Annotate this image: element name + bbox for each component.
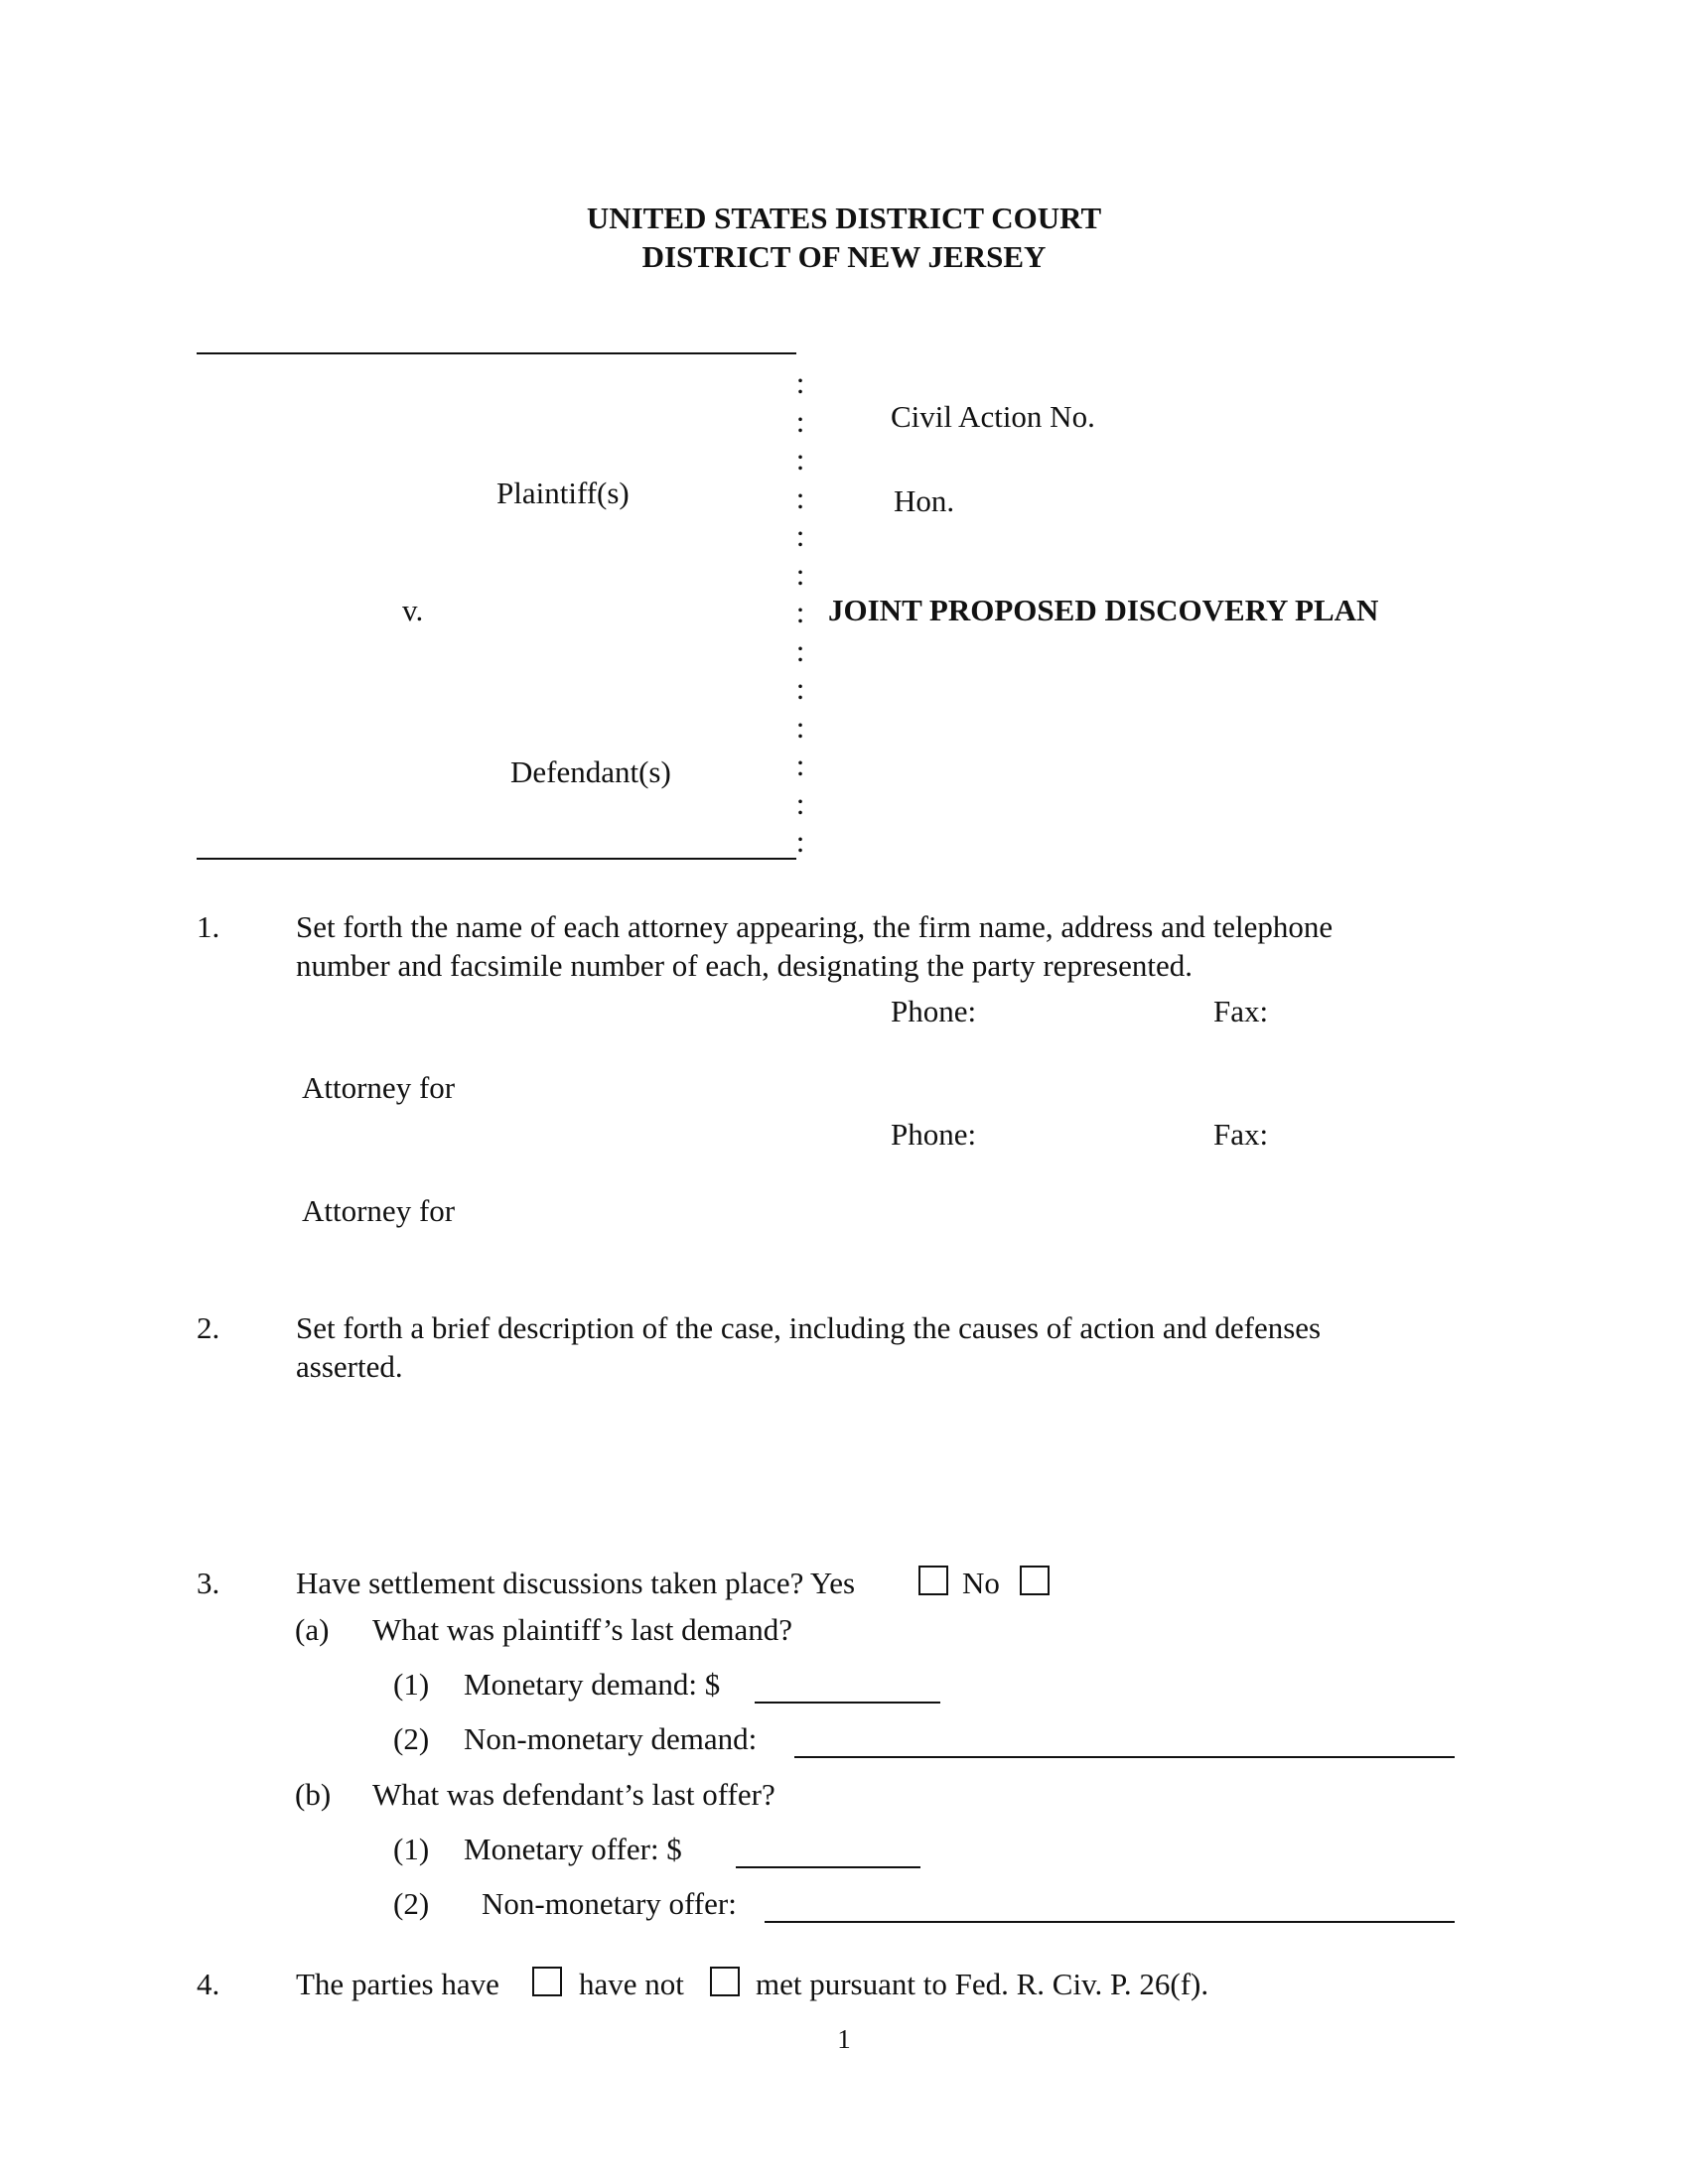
- item-b2-marker: (2): [393, 1886, 430, 1921]
- parties-have-not-label: have not: [579, 1967, 684, 2001]
- parties-have-checkbox[interactable]: [532, 1967, 562, 1996]
- caption-separator: :: [795, 824, 805, 859]
- parties-have-not-checkbox[interactable]: [710, 1967, 740, 1996]
- settlement-yes-checkbox[interactable]: [918, 1566, 948, 1595]
- item-b-marker: (b): [295, 1777, 332, 1812]
- caption-separator: :: [795, 404, 805, 439]
- attorney-2-phone-label: Phone:: [891, 1117, 977, 1152]
- attorney-1-fax-label: Fax:: [1213, 994, 1269, 1028]
- defendant-label: Defendant(s): [510, 754, 671, 789]
- caption-separator: :: [795, 442, 805, 477]
- attorney-2-for-label: Attorney for: [302, 1193, 456, 1228]
- district-title: DISTRICT OF NEW JERSEY: [641, 239, 1047, 274]
- parties-have-label: The parties have: [296, 1967, 499, 2001]
- court-title: UNITED STATES DISTRICT COURT: [586, 201, 1102, 235]
- attorney-2-fax-label: Fax:: [1213, 1117, 1269, 1152]
- plaintiff-label: Plaintiff(s): [496, 476, 630, 510]
- document-title: JOINT PROPOSED DISCOVERY PLAN: [828, 593, 1379, 627]
- plaintiff-demand-question: What was plaintiff’s last demand?: [372, 1612, 792, 1647]
- caption-separator: :: [795, 518, 805, 553]
- section-1-text-line-2: number and facsimile number of each, designating the party represented.: [296, 948, 1193, 983]
- caption-separator: :: [795, 595, 805, 629]
- settlement-no-checkbox[interactable]: [1020, 1566, 1050, 1595]
- defendant-offer-question: What was defendant’s last offer?: [372, 1777, 775, 1812]
- caption-bottom-rule: [197, 858, 796, 860]
- attorney-1-phone-label: Phone:: [891, 994, 977, 1028]
- section-2-text-line-1: Set forth a brief description of the case, including the causes of action and defenses: [296, 1310, 1322, 1345]
- attorney-1-for-label: Attorney for: [302, 1070, 456, 1105]
- civil-action-label: Civil Action No.: [891, 399, 1095, 434]
- rule-26f-text: met pursuant to Fed. R. Civ. P. 26(f).: [756, 1967, 1209, 2001]
- section-2-text-line-2: asserted.: [296, 1349, 403, 1384]
- page-number: 1: [837, 2024, 851, 2054]
- item-a-marker: (a): [295, 1612, 330, 1647]
- non-monetary-offer-field[interactable]: [765, 1921, 1455, 1923]
- caption-separator: :: [795, 557, 805, 592]
- item-a2-marker: (2): [393, 1721, 430, 1756]
- caption-top-rule: [197, 352, 796, 354]
- section-2-number: 2.: [197, 1310, 220, 1345]
- caption-separator: :: [795, 710, 805, 745]
- item-a1-marker: (1): [393, 1667, 430, 1702]
- section-3-number: 3.: [197, 1566, 220, 1600]
- settlement-no-label: No: [962, 1566, 1000, 1600]
- non-monetary-demand-label: Non-monetary demand:: [464, 1721, 758, 1756]
- section-1-number: 1.: [197, 909, 220, 944]
- caption-separator: :: [795, 748, 805, 782]
- settlement-question: Have settlement discussions taken place? Yes: [296, 1566, 856, 1600]
- caption-separator: :: [795, 480, 805, 515]
- section-1-text-line-1: Set forth the name of each attorney appearing, the firm name, address and telephone: [296, 909, 1334, 944]
- caption-separator: :: [795, 365, 805, 400]
- monetary-offer-label: Monetary offer: $: [464, 1832, 682, 1866]
- item-b1-marker: (1): [393, 1832, 430, 1866]
- non-monetary-offer-label: Non-monetary offer:: [482, 1886, 737, 1921]
- monetary-offer-field[interactable]: [736, 1866, 920, 1868]
- section-4-number: 4.: [197, 1967, 220, 2001]
- monetary-demand-label: Monetary demand: $: [464, 1667, 721, 1702]
- caption-separator: :: [795, 786, 805, 821]
- monetary-demand-field[interactable]: [755, 1702, 940, 1704]
- caption-separator: :: [795, 633, 805, 668]
- judge-label: Hon.: [894, 483, 955, 518]
- non-monetary-demand-field[interactable]: [794, 1756, 1455, 1758]
- versus-label: v.: [402, 593, 424, 627]
- caption-separator: :: [795, 671, 805, 706]
